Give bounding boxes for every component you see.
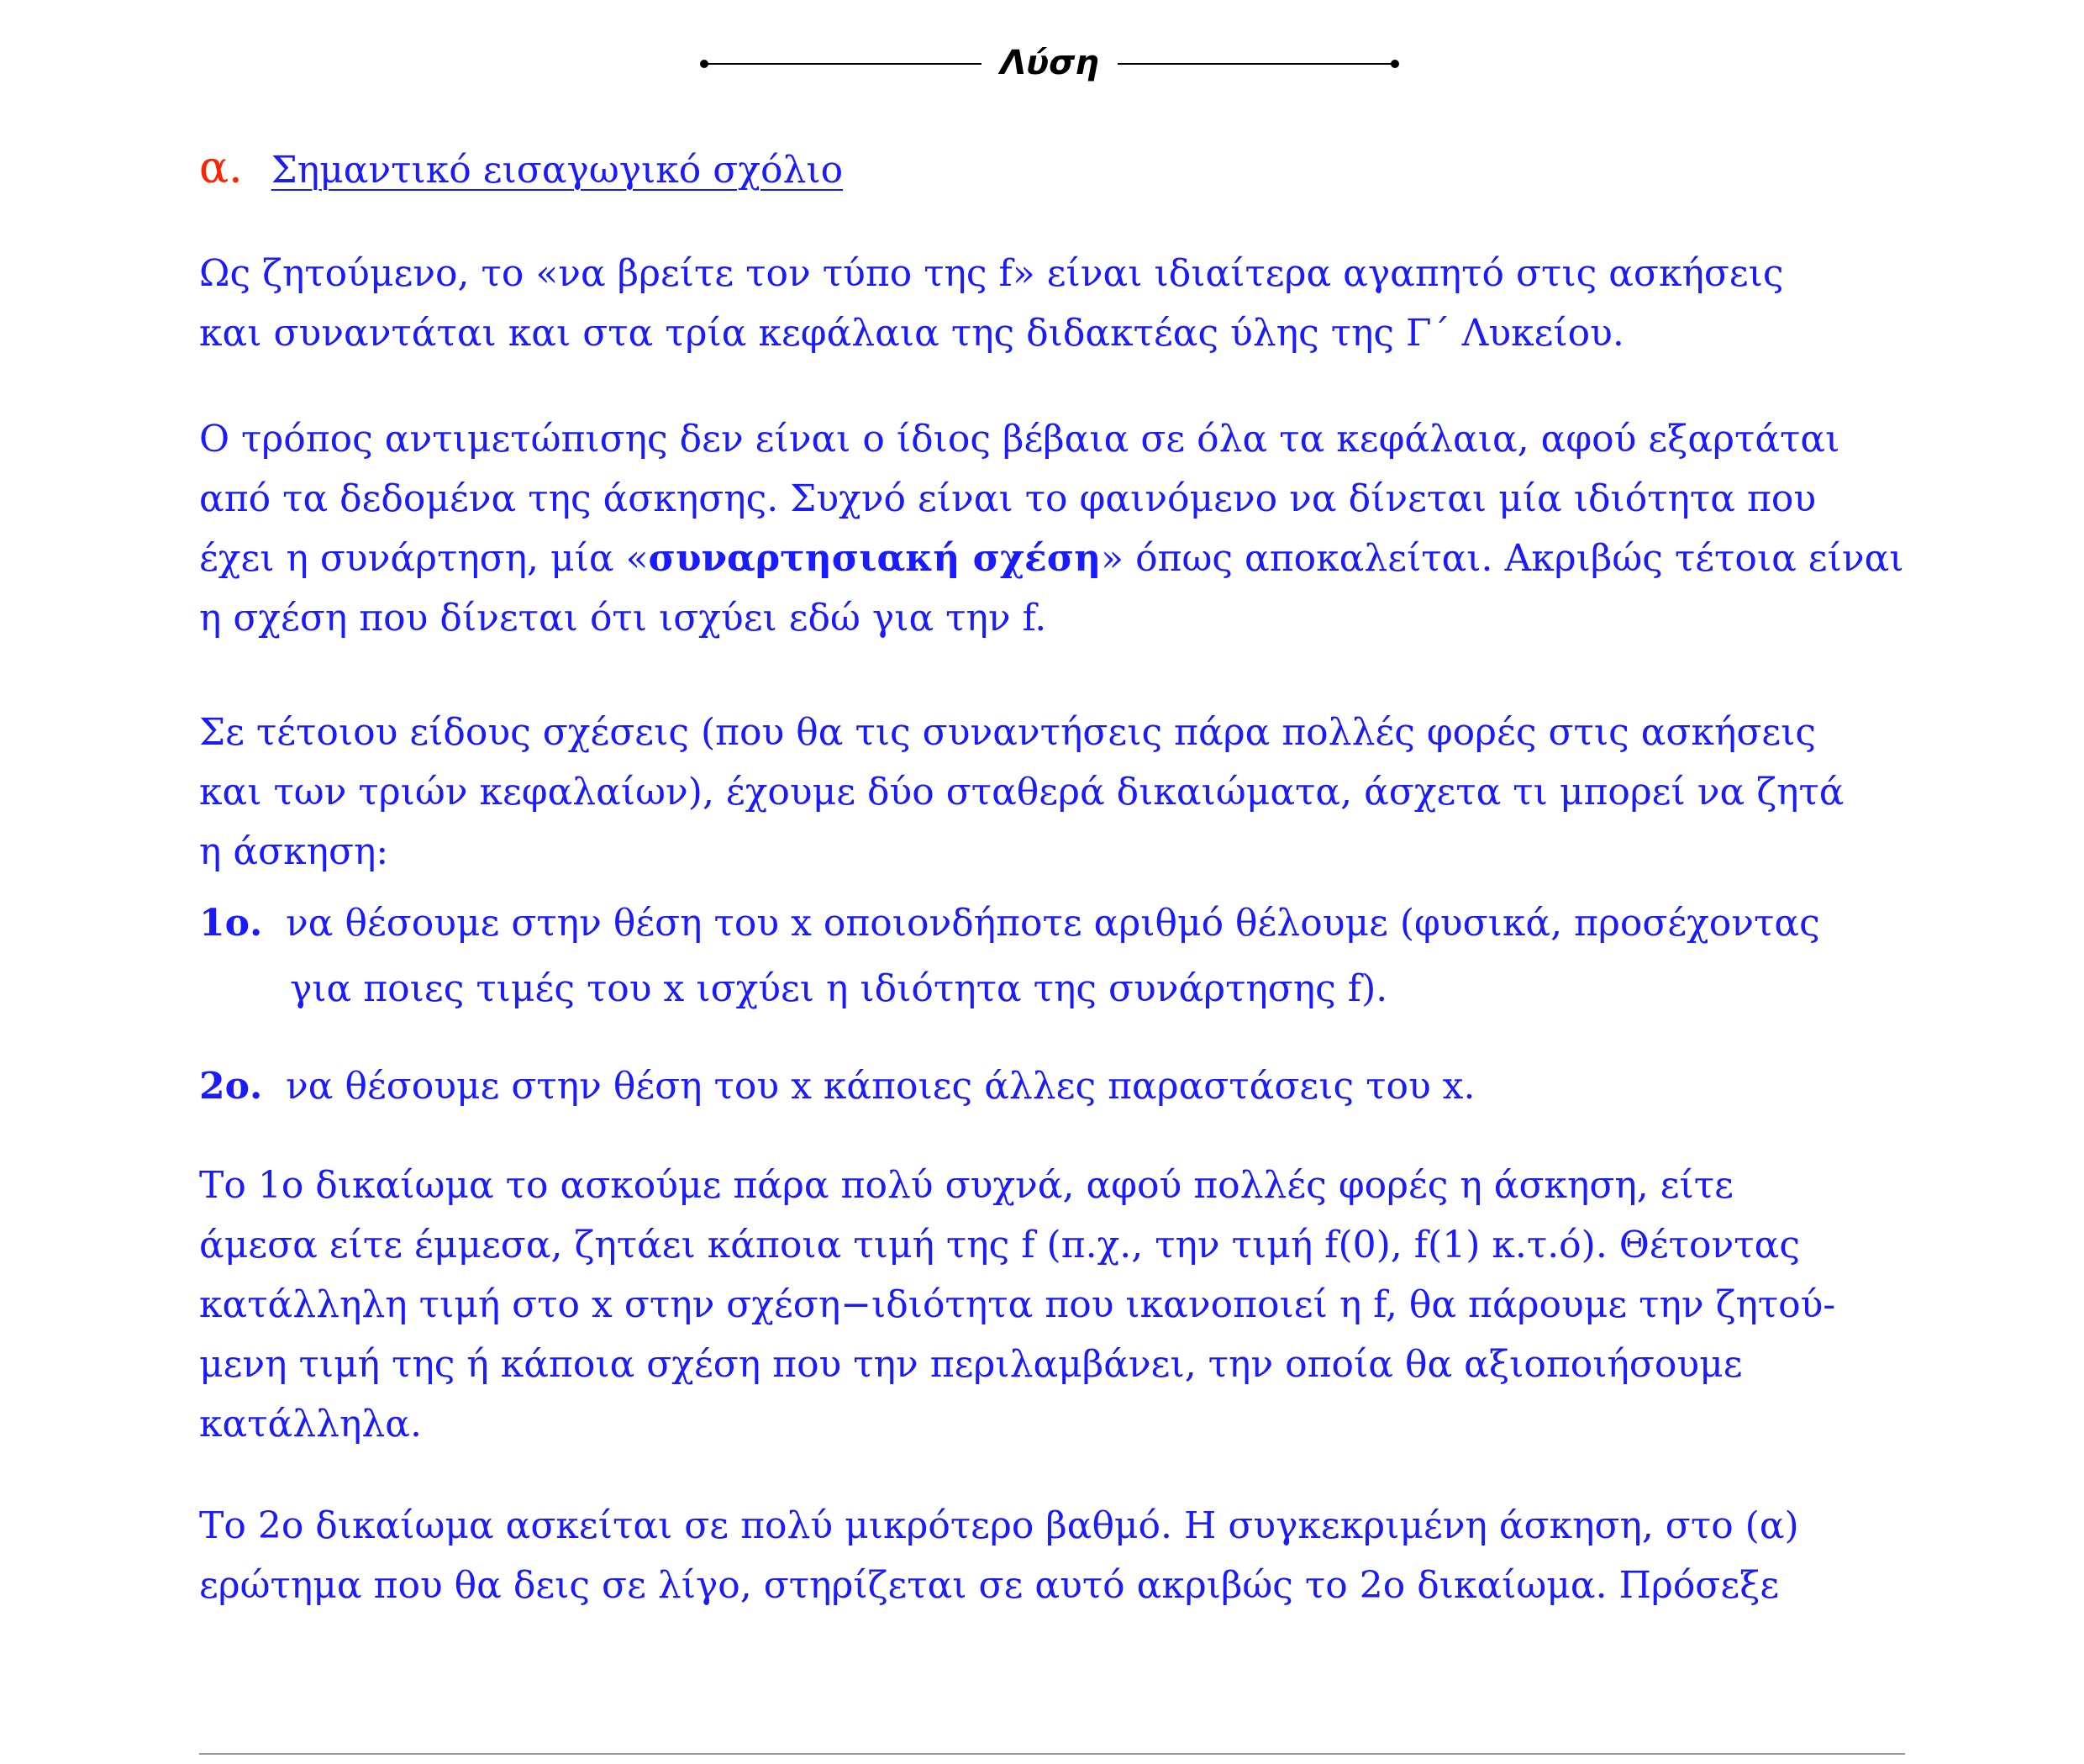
list-item-1 [199,891,1905,1022]
paragraph-line: ερώτημα που θα δεις σε λίγο, στηρίζεται σε αυτό ακριβώς το 2ο δικαίωμα. Πρόσεξε [199,1564,1780,1607]
paragraph-4 [199,1156,1905,1454]
paragraph-line: Σε τέτοιου είδους σχέσεις (που θα τις συναντήσεις πάρα πολλές φορές στις ασκήσεις [199,711,1817,754]
paragraph-line: άμεσα είτε έμμεσα, ζητάει κάποια τιμή της f (π.χ., την τιμή f(0), f(1) κ.τ.ό). Θέτοντας [199,1224,1800,1266]
paragraph-line: μενη τιμή της ή κάποια σχέση που την περιλαμβάνει, την οποία θα αξιοποιήσουμε [199,1343,1743,1386]
header-left-rule [704,63,981,65]
header-title: Λύση [1000,44,1099,82]
list-item-line [199,1054,1905,1119]
header-right-dot [1391,60,1399,68]
section-heading [199,141,843,197]
list-item-number: 1ο. [199,902,263,945]
list-item-text: να θέσουμε στην θέση του x οποιονδήποτε αριθμό θέλουμε (φυσικά, προσέχοντας [286,902,1820,945]
paragraph-line: η σχέση που δίνεται ότι ισχύει εδώ για την f. [199,597,1047,640]
paragraph-line: Το 1ο δικαίωμα το ασκούμε πάρα πολύ συχνά, αφού πολλές φορές η άσκηση, είτε [199,1164,1734,1207]
paragraph-line: Το 2ο δικαίωμα ασκείται σε πολύ μικρότερο βαθμό. Η συγκεκριμένη άσκηση, στο (α) [199,1504,1799,1547]
paragraph-line: και συναντάται και στα τρία κεφάλαια της διδακτέας ύλης της Γ΄ Λυκείου. [199,312,1624,355]
solution-header [0,34,2084,92]
paragraph-2 [199,409,1905,648]
paragraph-line: από τα δεδομένα της άσκησης. Συχνό είναι το φαινόμενο να δίνεται μία ιδιότητα που [199,477,1817,520]
paragraph-line: και των τριών κεφαλαίων), έχουμε δύο σταθερά δικαιώματα, άσχετα τι μπορεί να ζητά [199,771,1845,814]
footer-rule [199,1753,1905,1755]
paragraph-5 [199,1496,1905,1615]
paragraph-3 [199,703,1905,882]
header-right-rule [1118,63,1395,65]
paragraph-line: κατάλληλη τιμή στο x στην σχέση−ιδιότητα που ικανοποιεί η f, θα πάρουμε την ζητού- [199,1283,1836,1326]
paragraph-text: » όπως αποκαλείται. Ακριβώς τέτοια είναι [1101,537,1904,580]
section-letter: α. [199,143,243,193]
list-item-line [199,891,1905,956]
paragraph-line: η άσκηση: [199,830,389,873]
paragraph-1 [199,244,1905,363]
section-title: Σημαντικό εισαγωγικό σχόλιο [271,149,844,192]
list-item-line: για ποιες τιμές του x ισχύει η ιδιότητα της συνάρτησης f). [290,967,1388,1010]
list-item-text: να θέσουμε στην θέση του x κάποιες άλλες παραστάσεις του x. [286,1065,1476,1108]
paragraph-line [199,529,1905,588]
paragraph-line: Ο τρόπος αντιμετώπισης δεν είναι ο ίδιος βέβαια σε όλα τα κεφάλαια, αφού εξαρτάται [199,418,1840,461]
list-item-2 [199,1054,1905,1119]
bold-term: συναρτησιακή σχέση [648,537,1102,580]
paragraph-line: Ως ζητούμενο, το «να βρείτε τον τύπο της f» είναι ιδιαίτερα αγαπητό στις ασκήσεις [199,252,1784,295]
paragraph-text: έχει η συνάρτηση, μία « [199,537,649,580]
paragraph-line: κατάλληλα. [199,1403,422,1445]
list-item-number: 2ο. [199,1065,263,1108]
